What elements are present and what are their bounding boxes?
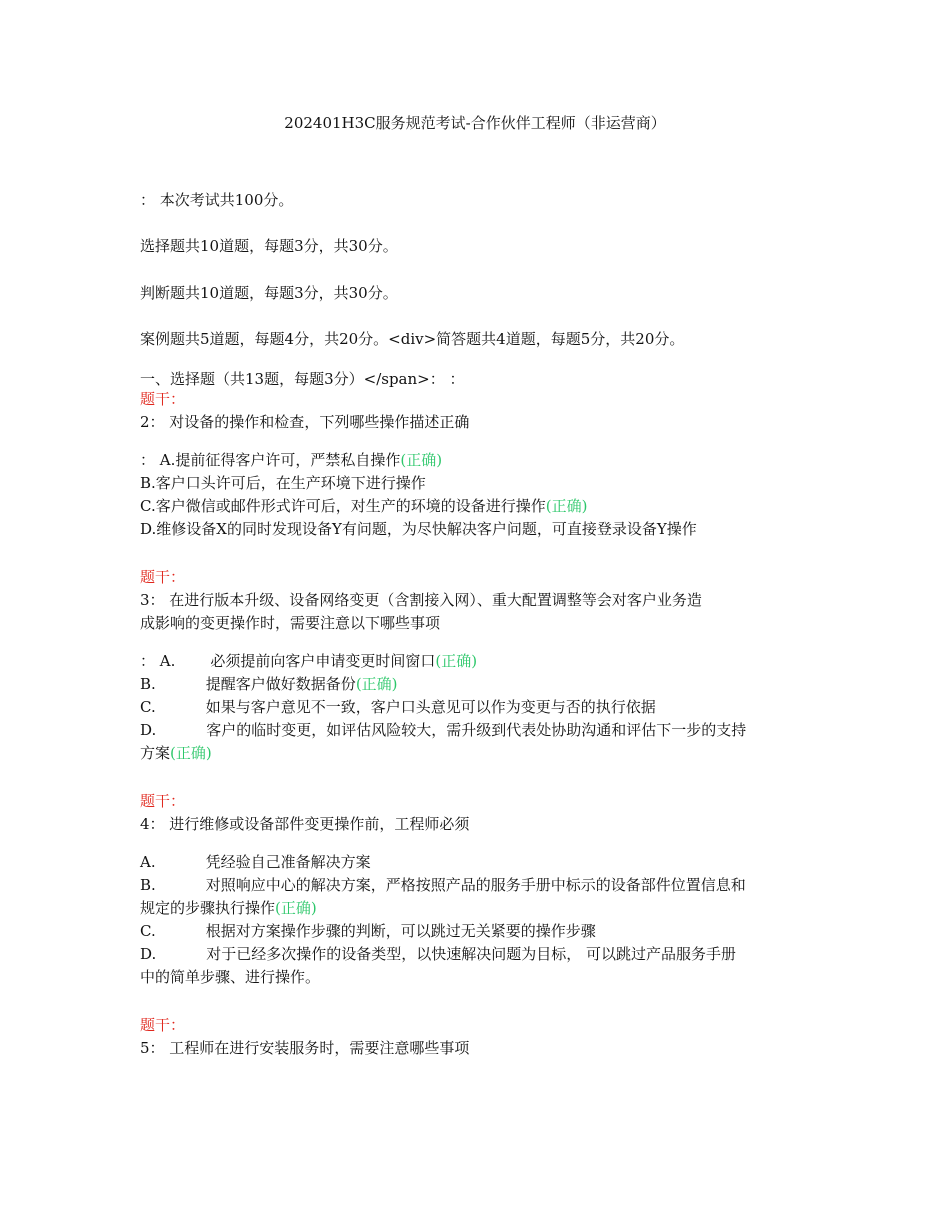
option-c: C. 如果与客户意见不一致，客户口头意见可以作为变更与否的执行依据 <box>140 698 656 716</box>
intro-case-questions: 案例题共5道题，每题4分，共20分。<div>简答题共4道题，每题5分，共20分。 <box>140 330 685 348</box>
question-stem: 2： 对设备的操作和检查，下列哪些操作描述正确 <box>140 413 470 431</box>
correct-marker: (正确) <box>275 899 317 917</box>
correct-marker: (正确) <box>355 675 398 693</box>
option-d: D. 对于已经多次操作的设备类型，以快速解决问题为目标， 可以跳过产品服务手册 <box>140 945 737 963</box>
correct-marker: (正确) <box>400 451 443 469</box>
option-b: B. 提醒客户做好数据备份(正确) <box>140 675 398 693</box>
question-stem: 5： 工程师在进行安装服务时，需要注意哪些事项 <box>140 1039 470 1057</box>
question-stem: 4： 进行维修或设备部件变更操作前，工程师必须 <box>140 815 470 833</box>
question-2 <box>140 388 820 541</box>
option-b-continued: 规定的步骤执行操作(正确) <box>140 899 317 917</box>
question-5 <box>140 1014 820 1060</box>
option-a: ： A. 必须提前向客户申请变更时间窗口(正确) <box>140 652 478 670</box>
option-d-continued: 中的简单步骤、进行操作。 <box>140 968 321 986</box>
option-c: C.客户微信或邮件形式许可后，对生产的环境的设备进行操作(正确) <box>140 497 588 515</box>
option-a: ： A.提前征得客户许可，严禁私自操作(正确) <box>140 451 443 469</box>
stem-label: 题干： <box>140 568 186 586</box>
option-b: B.客户口头许可后，在生产环境下进行操作 <box>140 474 426 492</box>
intro-total-score: ： 本次考试共100分。 <box>140 191 294 209</box>
document-title: 202401H3C服务规范考试-合作伙伴工程师（非运营商） <box>284 114 666 132</box>
intro-choice-questions: 选择题共10道题，每题3分，共30分。 <box>140 237 398 255</box>
stem-label: 题干： <box>140 390 186 408</box>
option-c: C. 根据对方案操作步骤的判断，可以跳过无关紧要的操作步骤 <box>140 922 596 940</box>
option-d-continued: 方案(正确) <box>140 744 212 762</box>
section-heading: 一、选择题（共13题，每题3分）</span>： ： <box>140 370 465 388</box>
correct-marker: (正确) <box>435 652 478 670</box>
option-a: A. 凭经验自己准备解决方案 <box>140 853 371 871</box>
option-d: D.维修设备X的同时发现设备Y有问题，为尽快解决客户问题，可直接登录设备Y操作 <box>140 520 697 538</box>
stem-label: 题干： <box>140 1016 186 1034</box>
correct-marker: (正确) <box>170 744 212 762</box>
intro-judgement-questions: 判断题共10道题，每题3分，共30分。 <box>140 284 398 302</box>
question-3 <box>140 566 820 765</box>
question-stem-line-1: 3： 在进行版本升级、设备网络变更（含割接入网）、重大配置调整等会对客户业务造 <box>140 591 702 609</box>
stem-label: 题干： <box>140 792 186 810</box>
option-b: B. 对照响应中心的解决方案，严格按照产品的服务手册中标示的设备部件位置信息和 <box>140 876 746 894</box>
correct-marker: (正确) <box>545 497 588 515</box>
option-d: D. 客户的临时变更，如评估风险较大，需升级到代表处协助沟通和评估下一步的支持 <box>140 721 747 739</box>
question-stem-line-2: 成影响的变更操作时，需要注意以下哪些事项 <box>140 614 441 632</box>
question-4 <box>140 790 820 989</box>
